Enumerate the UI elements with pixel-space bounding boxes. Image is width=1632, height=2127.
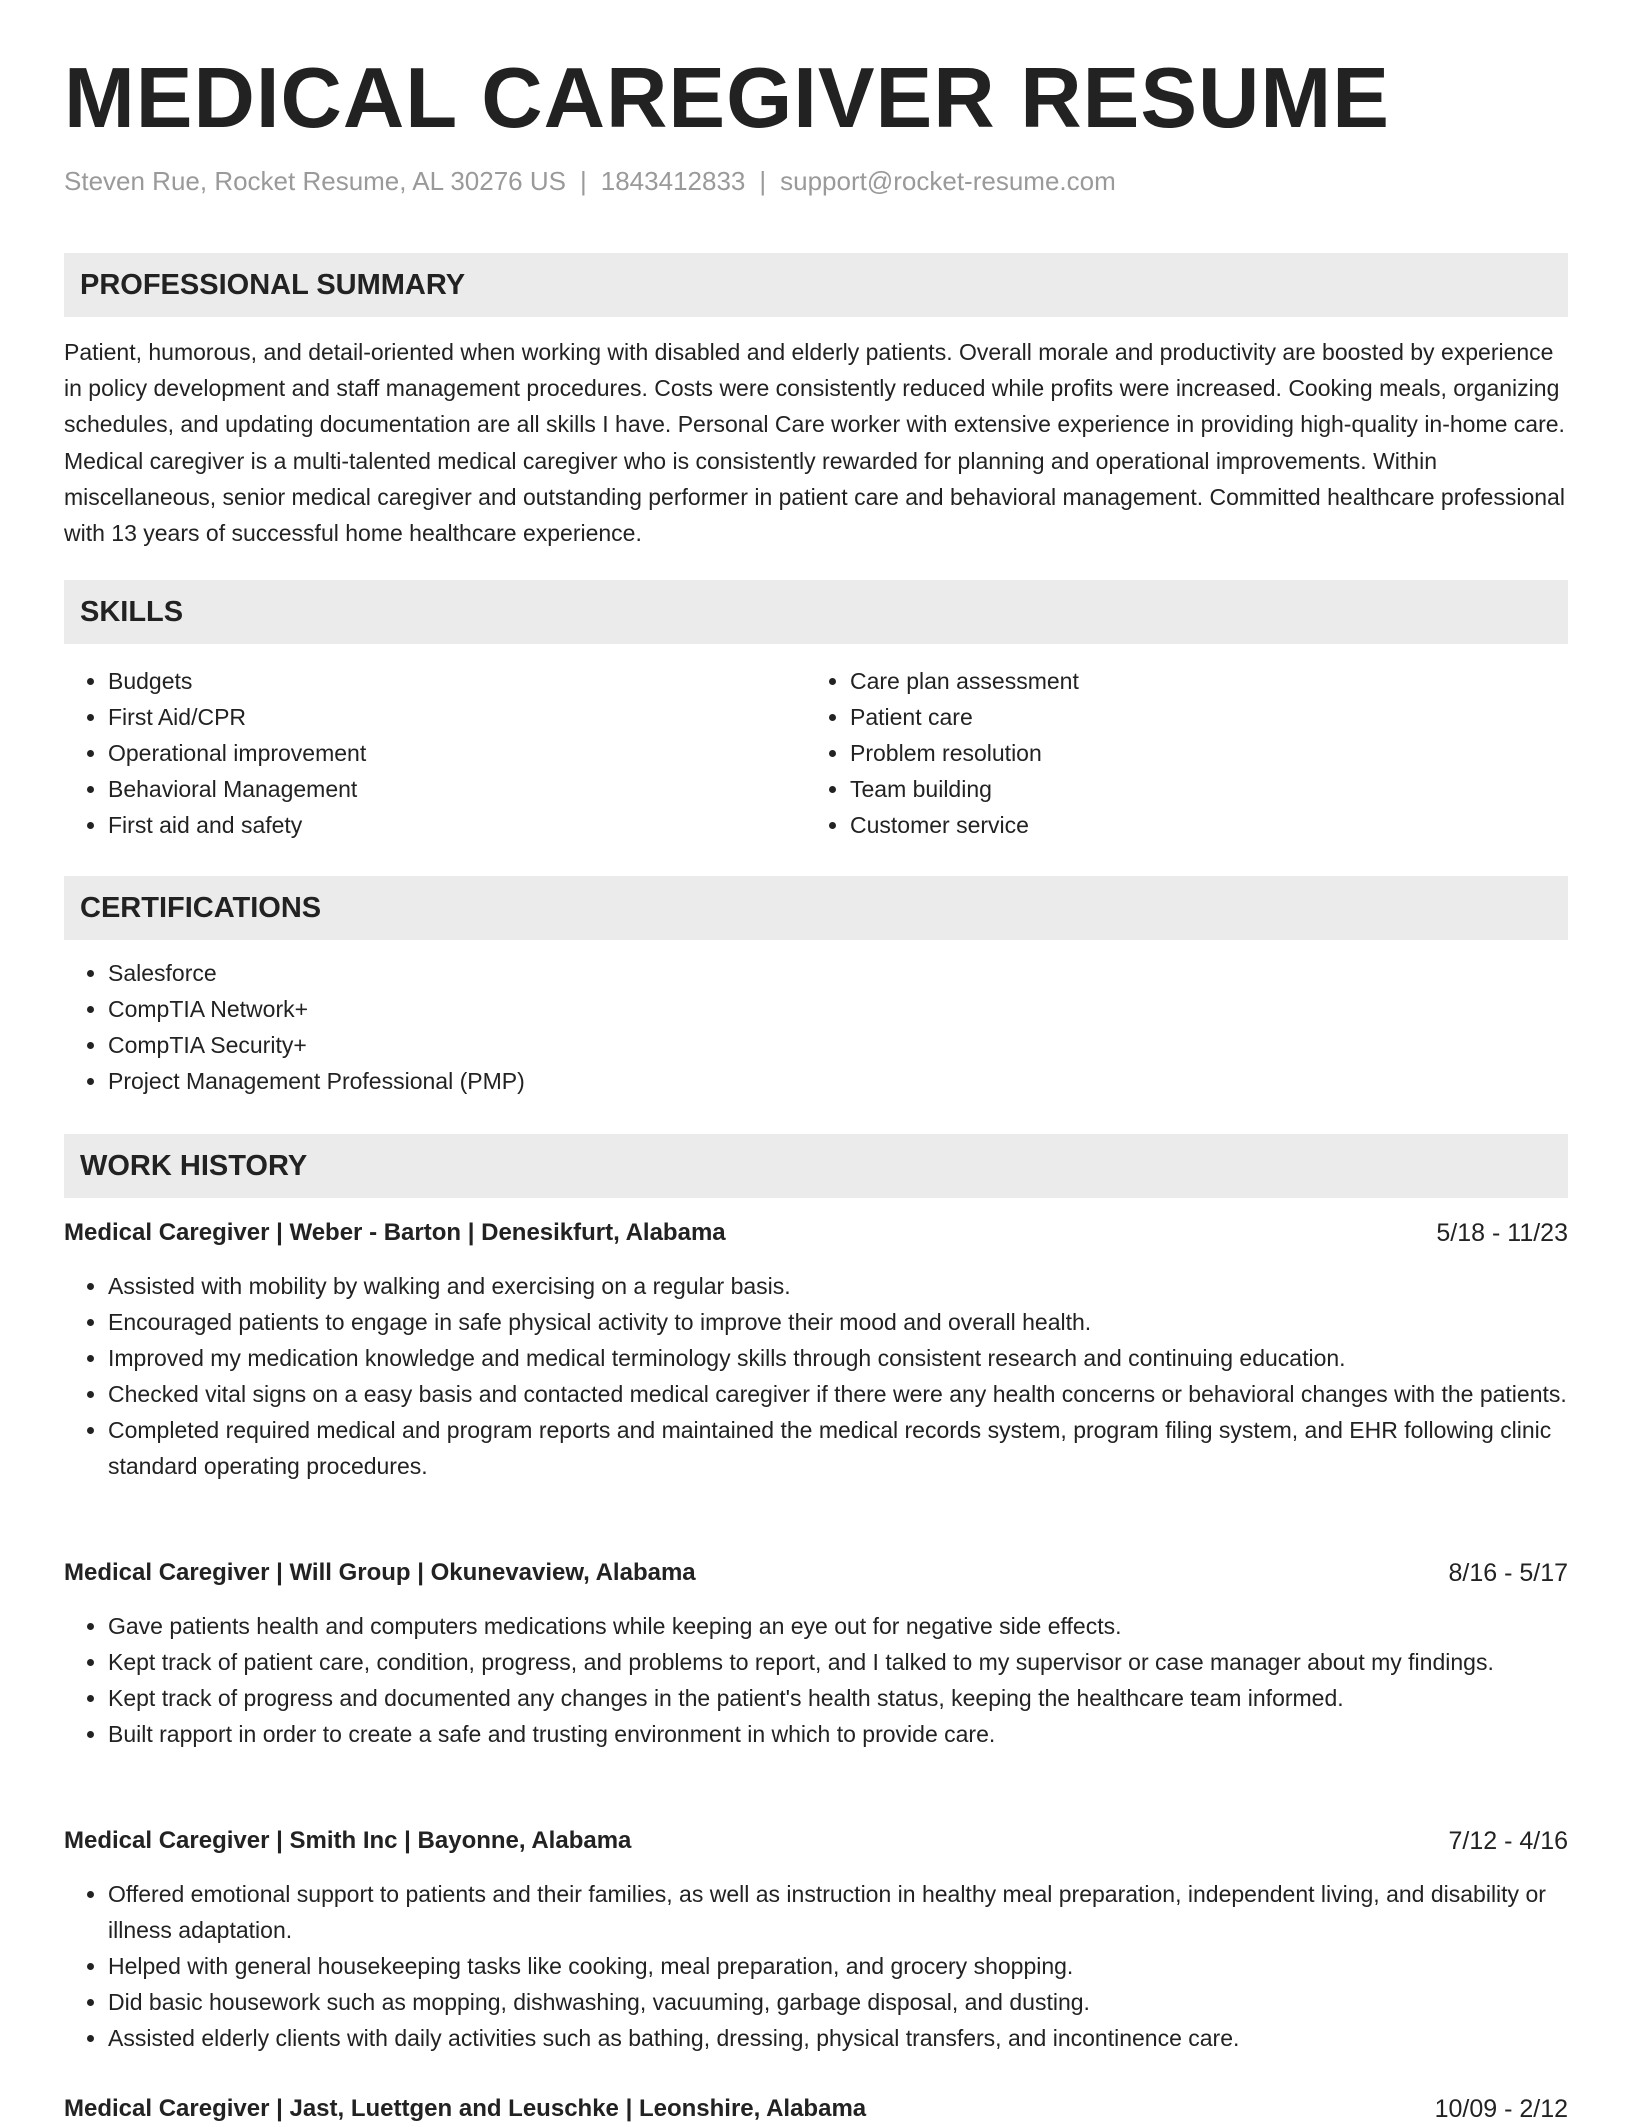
section-header-work-history: WORK HISTORY [64, 1134, 1568, 1198]
professional-summary-text: Patient, humorous, and detail-oriented when working with disabled and elderly patients. Overall morale and productivity are boosted by experience in policy development and staff management procedures. Costs were consistently reduced while profits were increased. Cooking meals, organizing schedules, and updating documentation are all skills I have. Personal Care worker with extensive experience in providing high-quality in-home care. Medical caregiver is a multi-talented medical caregiver who is consistently rewarded for planning and operational improvements. Within miscellaneous, senior medical caregiver and outstanding performer in patient care and behavioral management. Committed healthcare professional with 13 years of successful home healthcare experience. [64, 339, 1565, 547]
job-dates: 8/16 - 5/17 [1448, 1559, 1568, 1587]
skill-item: • Care plan assessment [850, 663, 1506, 699]
skills-column-left [64, 663, 764, 843]
certification-item: • CompTIA Network+ [108, 991, 1568, 1027]
job-bullet: • Completed required medical and program reports and maintained the medical records system, program filing system, and EHR following clinic standard operating procedures. [108, 1412, 1568, 1484]
skills-column-right [806, 663, 1506, 843]
certifications-block [64, 955, 1568, 1099]
job-bullets [64, 1608, 1568, 1752]
job-dates: 5/18 - 11/23 [1436, 1219, 1568, 1247]
job-entry [64, 2091, 1568, 2127]
job-bullet: • Kept track of patient care, condition, progress, and problems to report, and I talked to my supervisor or case manager about my findings. [108, 1644, 1568, 1680]
certification-item: • CompTIA Security+ [108, 1027, 1568, 1063]
skill-item: • First aid and safety [108, 807, 764, 843]
job-bullet: • Assisted with mobility by walking and exercising on a regular basis. [108, 1268, 1568, 1304]
job-header [64, 1555, 1568, 1591]
skill-item: • Customer service [850, 807, 1506, 843]
contact-email: support@rocket-resume.com [780, 166, 1116, 196]
skill-item: • Behavioral Management [108, 771, 764, 807]
job-dates: 10/09 - 2/12 [1434, 2095, 1568, 2123]
job-title: Medical Caregiver | Weber - Barton | Denesikfurt, Alabama [64, 1219, 726, 1246]
job-bullet: • Did basic housework such as mopping, dishwashing, vacuuming, garbage disposal, and dusting. [108, 1984, 1568, 2020]
contact-phone: 1843412833 [600, 166, 746, 196]
job-header [64, 1215, 1568, 1251]
job-dates: 7/12 - 4/16 [1448, 1827, 1568, 1855]
section-header-certifications: CERTIFICATIONS [64, 876, 1568, 940]
skill-item: • Team building [850, 771, 1506, 807]
contact-separator: | [580, 166, 587, 196]
skill-item: • Budgets [108, 663, 764, 699]
job-bullet: • Gave patients health and computers medications while keeping an eye out for negative side effects. [108, 1608, 1568, 1644]
skill-item: • Problem resolution [850, 735, 1506, 771]
section-header-summary: PROFESSIONAL SUMMARY [64, 253, 1568, 317]
job-bullet: • Built rapport in order to create a safe and trusting environment in which to provide care. [108, 1716, 1568, 1752]
contact-line [64, 166, 1116, 197]
section-header-skills: SKILLS [64, 580, 1568, 644]
job-bullet: • Encouraged patients to engage in safe physical activity to improve their mood and overall health. [108, 1304, 1568, 1340]
skills-list-right [806, 663, 1506, 843]
job-bullet: • Checked vital signs on a easy basis and contacted medical caregiver if there were any health concerns or behavioral changes with the patients. [108, 1376, 1568, 1412]
job-bullet: • Kept track of progress and documented any changes in the patient's health status, keeping the healthcare team informed. [108, 1680, 1568, 1716]
job-title: Medical Caregiver | Will Group | Okunevaview, Alabama [64, 1559, 696, 1586]
skill-item: • Operational improvement [108, 735, 764, 771]
certification-item: • Project Management Professional (PMP) [108, 1063, 1568, 1099]
job-title: Medical Caregiver | Smith Inc | Bayonne, Alabama [64, 1827, 632, 1854]
skill-item: • First Aid/CPR [108, 699, 764, 735]
resume-title: MEDICAL CAREGIVER RESUME [64, 51, 1390, 146]
job-entry [64, 1823, 1568, 2056]
job-bullet: • Improved my medication knowledge and medical terminology skills through consistent research and continuing education. [108, 1340, 1568, 1376]
job-header [64, 2091, 1568, 2127]
job-title: Medical Caregiver | Jast, Luettgen and Leuschke | Leonshire, Alabama [64, 2095, 867, 2122]
job-entry [64, 1555, 1568, 1752]
contact-address: Steven Rue, Rocket Resume, AL 30276 US [64, 166, 566, 196]
skill-item: • Patient care [850, 699, 1506, 735]
job-header [64, 1823, 1568, 1859]
job-bullets [64, 1876, 1568, 2056]
job-bullets [64, 1268, 1568, 1484]
job-bullet: • Assisted elderly clients with daily activities such as bathing, dressing, physical transfers, and incontinence care. [108, 2020, 1568, 2056]
contact-separator: | [759, 166, 767, 196]
certification-item: • Salesforce [108, 955, 1568, 991]
job-bullet: • Offered emotional support to patients and their families, as well as instruction in healthy meal preparation, independent living, and disability or illness adaptation. [108, 1876, 1568, 1948]
skills-list-left [64, 663, 764, 843]
job-bullet: • Helped with general housekeeping tasks like cooking, meal preparation, and grocery shopping. [108, 1948, 1568, 1984]
certifications-list [64, 955, 1568, 1099]
job-entry [64, 1215, 1568, 1484]
